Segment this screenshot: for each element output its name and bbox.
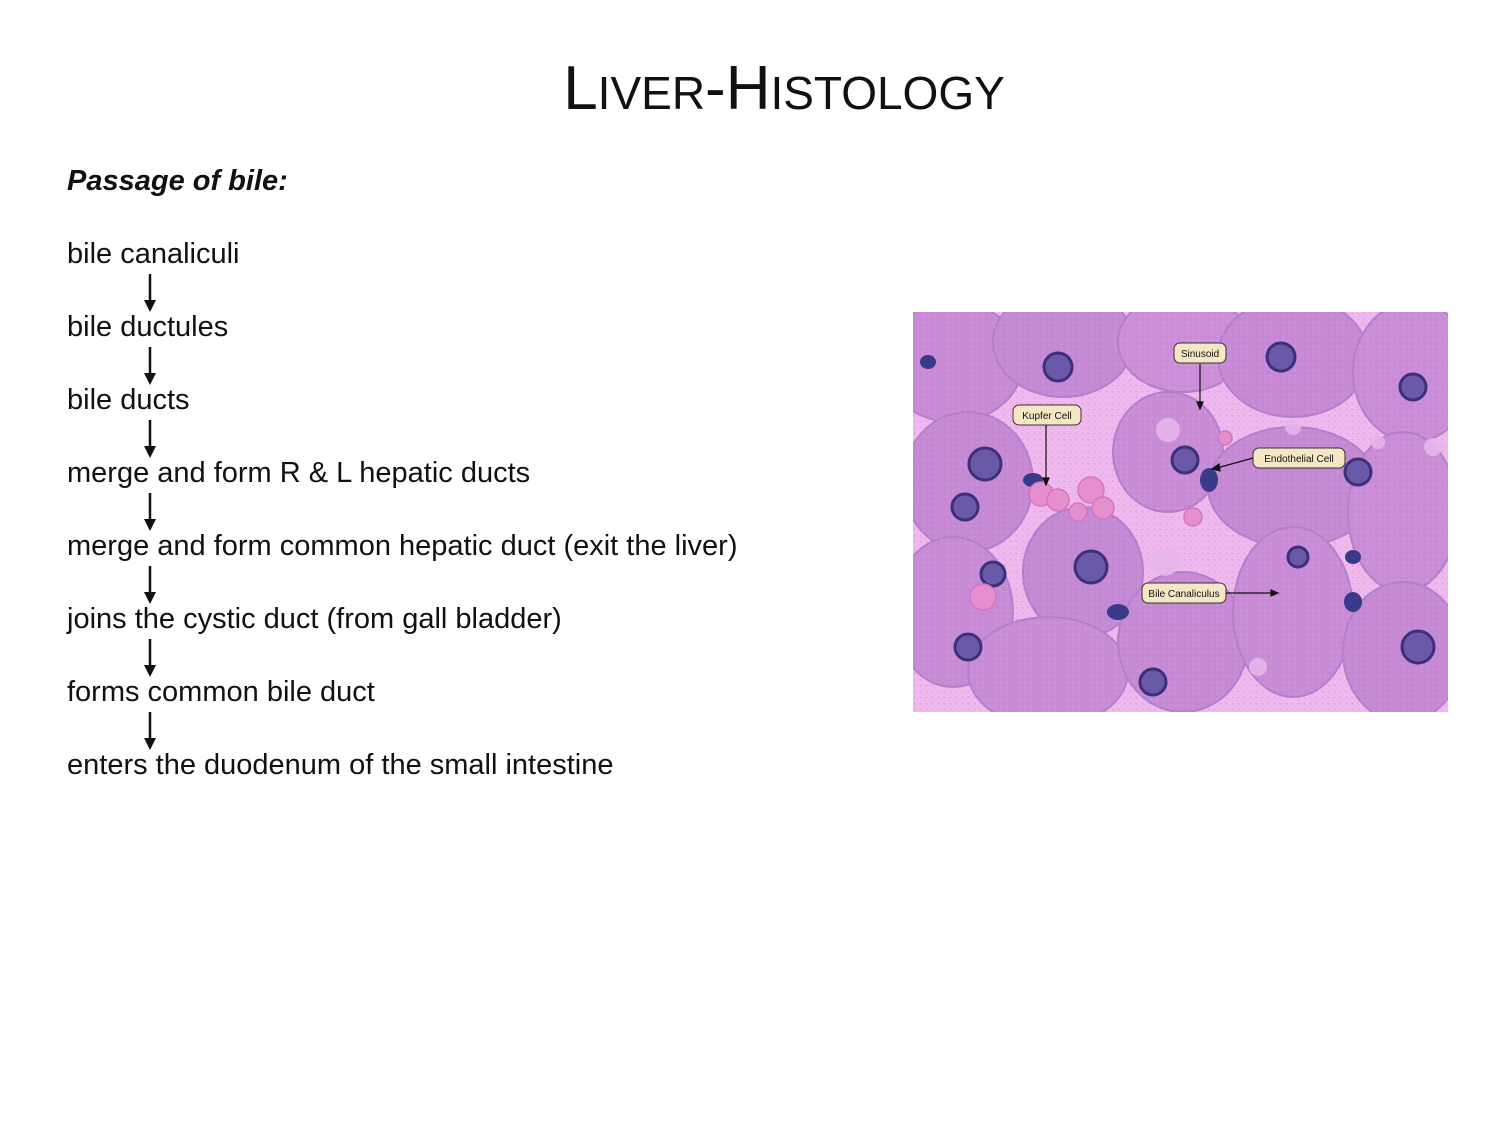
down-arrow-icon <box>143 274 157 312</box>
down-arrow-icon <box>143 639 157 677</box>
down-arrow-icon <box>143 493 157 531</box>
label-sinusoid: Sinusoid <box>1180 349 1220 360</box>
flow-step-hepatic-ducts: merge and form R & L hepatic ducts <box>67 457 531 489</box>
title-part: IVER <box>597 67 706 119</box>
flow-step-bile-canaliculi: bile canaliculi <box>67 238 240 270</box>
slide-title <box>0 54 1500 123</box>
liver-histology-micrograph <box>913 312 1448 712</box>
label-kupfer-cell: Kupfer Cell <box>1022 411 1072 422</box>
callout-bile-canaliculus <box>1142 583 1226 603</box>
flow-step-bile-ducts: bile ducts <box>67 384 190 416</box>
down-arrow-icon <box>143 347 157 385</box>
flow-step-common-hepatic-duct: merge and form common hepatic duct (exit the liver) <box>67 530 738 562</box>
callout-kupfer-cell <box>1013 405 1081 425</box>
label-endothelial-cell: Endothelial Cell <box>1264 454 1334 465</box>
down-arrow-icon <box>143 566 157 604</box>
section-heading: Passage of bile: <box>67 165 288 197</box>
title-part: ISTOLOGY <box>770 67 1005 119</box>
down-arrow-icon <box>143 420 157 458</box>
down-arrow-icon <box>143 712 157 750</box>
label-bile-canaliculus: Bile Canaliculus <box>1148 589 1220 600</box>
title-part: -H <box>705 54 771 123</box>
title-part: L <box>563 54 598 123</box>
flow-step-common-bile-duct: forms common bile duct <box>67 676 375 708</box>
callout-endothelial-cell <box>1253 448 1345 468</box>
flow-step-bile-ductules: bile ductules <box>67 311 229 343</box>
flow-step-cystic-duct: joins the cystic duct (from gall bladder) <box>67 603 562 635</box>
callout-sinusoid <box>1174 343 1226 363</box>
flow-step-duodenum: enters the duodenum of the small intestine <box>67 749 614 781</box>
